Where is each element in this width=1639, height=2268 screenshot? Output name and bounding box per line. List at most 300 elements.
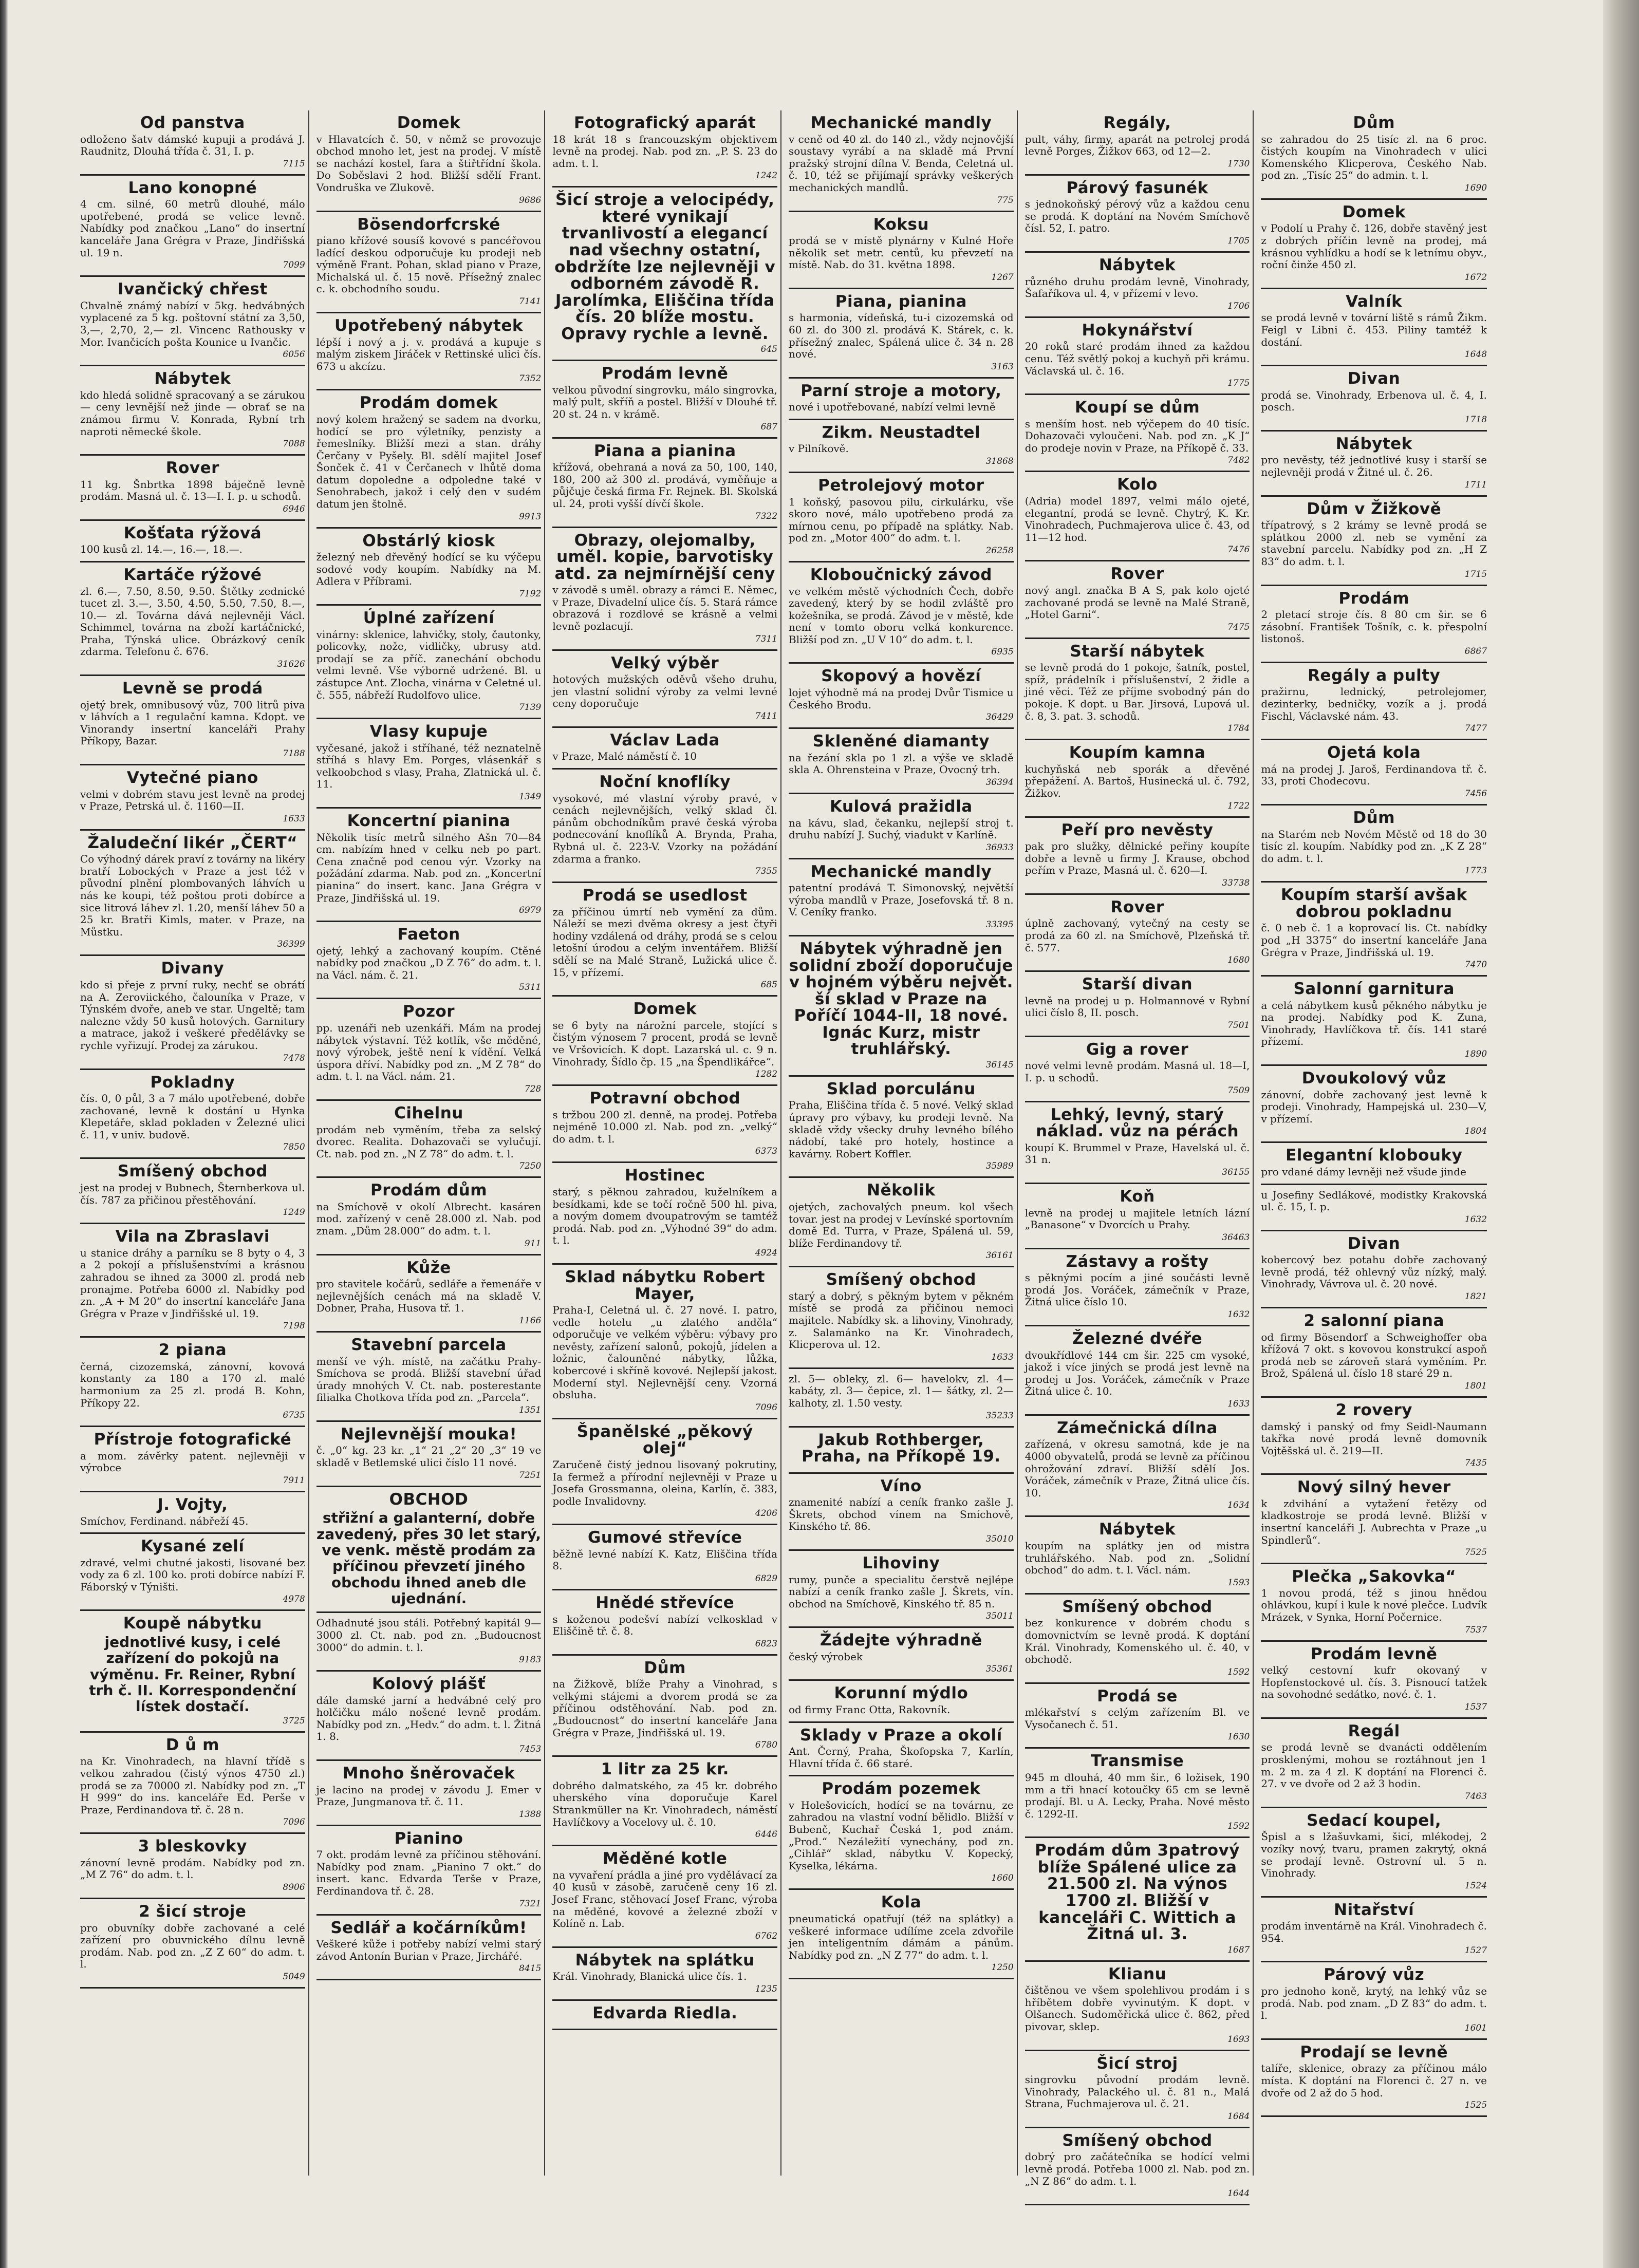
ad-title: Koncertní pianina: [347, 812, 511, 831]
ad-body: pp. uzenáři neb uzenkáři. Mám na prodej nábytek výstavní. Též kotlík, vše měděné, nový výrobek, ještě není k vídění. Velká úspora dříví. Nabídky pod zn. „M Z 78“ do adm. t. l. na Václ. nám. 21.: [316, 1022, 542, 1083]
ad-body: v závodě s uměl. obrazy a rámci E. Němec, v Praze, Divadelní ulice čís. 5. Stará rámce obrazová i rozdlové se krásně a velmi levně pozlacují.: [552, 584, 778, 632]
ad-title: Kola: [881, 1893, 922, 1912]
ad-body: Veškeré kůže i potřeby nabízí velmi starý závod Antonín Burian v Praze, Jirchářé.: [316, 1938, 542, 1962]
ad-title: Prodá se usedlost: [582, 886, 748, 905]
classified-ad: [1025, 740, 1250, 817]
ad-body: v Holešovicích, hodící se na továrnu, ze zahradou na vlastní vodní bělidlo. Bližší v Bubenč, Kuchař Česká 1, pod znám. „Prod.“ Nezáležití vynechány, pod zn. „Cihlář“ sklad, nábytku V. Kopecký, Kyselka, lékárna.: [789, 1798, 1014, 1872]
ad-title: Dům: [1353, 114, 1395, 132]
classified-ad: [1025, 1684, 1250, 1749]
ad-reference-number: 7525: [1464, 1547, 1487, 1558]
ad-title: Nábytek na splátku: [575, 1951, 755, 1970]
ad-body: kuchyňská neb sporák a dřevěné přepážení. A. Bartoš, Husinecká ul. č. 792, Žižkov.: [1025, 762, 1250, 799]
ad-body: č. 0 neb č. 1 a koprovací lis. Ct. nabídky pod „H 3375“ do insertní kanceláře Jana Grégra v Praze, Jindřišská ul. 19.: [1261, 922, 1487, 959]
classified-ad: [1025, 1595, 1250, 1684]
ad-title: Parní stroje a motory,: [800, 381, 1002, 400]
ad-reference-number: 1166: [519, 1315, 542, 1326]
ad-title: J. Vojty,: [157, 1495, 228, 1514]
ad-reference-number: 36161: [985, 1250, 1014, 1261]
ad-title: Edvarda Riedla.: [592, 2003, 738, 2022]
ad-title: Košťata rýžová: [123, 523, 262, 542]
ad-body: dvoukřídlové 144 cm šir. 225 cm vysoké, jakož i více jiných se prodá jest levně na prodej u Jos. Voráček, zámečník v Praze Žitná ulice č. 10.: [1025, 1348, 1250, 1398]
ad-reference-number: 7411: [755, 710, 778, 721]
ad-title: Peří pro nevěsty: [1061, 820, 1214, 839]
ad-title: Koupí se dům: [1074, 398, 1200, 417]
ad-reference-number: 1693: [1227, 2034, 1250, 2045]
ad-reference-number: 7188: [283, 748, 305, 759]
classified-ad: [80, 1733, 305, 1834]
ad-reference-number: 6762: [755, 1930, 778, 1941]
ad-title: Dům: [644, 1658, 686, 1677]
ad-body: velmi v dobrém stavu jest levně na prodej v Praze, Petrská ul. č. 1160—II.: [80, 788, 305, 813]
classified-ad: [1025, 1326, 1250, 1416]
ad-title: Noční knoflíky: [599, 772, 731, 791]
classified-ad: [1025, 1517, 1250, 1594]
ad-body: k zdvihání a vytažení řetězy od kladkostroje se prodá levně. Bližší v insertní kanceláři J. Aubrechta v Praze „u Spindlerů“.: [1261, 1497, 1487, 1546]
ad-body: se prodá levně se dvanácti oddělením prosklenými, mohou se roztáhnout jen 1 m. 2 m. za 4 zl. K doptání na Florenci č. 27. v ve dvoře od 2 až 3 hodin.: [1261, 1741, 1487, 1790]
classified-ad: [1025, 1749, 1250, 1838]
classified-ad: [552, 1265, 777, 1419]
ad-title: Lihoviny: [862, 1554, 940, 1572]
ad-title: Upotřebený nábytek: [334, 316, 523, 335]
ad-reference-number: 1804: [1464, 1126, 1487, 1137]
ad-title: 2 piana: [158, 1341, 227, 1360]
ad-reference-number: 1784: [1227, 723, 1250, 734]
classified-ad: [1261, 1475, 1487, 1564]
ad-reference-number: 1718: [1464, 414, 1487, 425]
column-1: [77, 110, 309, 2176]
ad-body: se zahradou do 25 tisíc zl. na 6 proc. čistých koupím na Vinohradech v ulici Komenského Klicperova, Českého Nab. pod zn. „Tisíc 25“ do admin. t. l.: [1261, 133, 1487, 182]
ad-reference-number: 1524: [1464, 1880, 1487, 1891]
ad-reference-number: 1775: [1227, 378, 1250, 389]
ad-reference-number: 31868: [985, 456, 1014, 467]
ad-reference-number: 8906: [283, 1882, 305, 1893]
ad-reference-number: 4206: [755, 1508, 778, 1519]
ad-title: Prodám pozemek: [822, 1779, 981, 1798]
ad-reference-number: 8415: [519, 1963, 542, 1974]
ad-reference-number: 7911: [283, 1475, 305, 1486]
ad-body: a mom. závěrky patent. nejlevněji v výrobce: [80, 1449, 305, 1474]
ad-body: Král. Vinohrady, Blanická ulice čís. 1.: [552, 1970, 747, 1983]
ad-body: vysokové, mé vlastní výroby pravé, v cenách nejlevnějších, velký sklad čl. pánům obchodníkům pravé česká výroba podnecování knoflíků A. Brynda, Praha, Rybná ul. č. 223-V. Vzorky na požádání zdarma a franko.: [552, 792, 778, 865]
classified-ad: [789, 420, 1014, 473]
ad-title: Nábytek: [1335, 434, 1412, 453]
ad-body: s koženou podešví nabízí velkosklad v Eliščině tř. č. 8.: [552, 1613, 778, 1638]
ad-body: český výrobek: [789, 1650, 863, 1663]
ad-body: mlékařství s celým zařízením Bl. ve Vysočanech č. 51.: [1025, 1706, 1250, 1731]
ad-body: 1 novou prodá, též s jinou hnědou ohlávkou, kupí i kule k nové plečce. Ludvík Mrázek, v Synka, Horní Počernice.: [1261, 1586, 1487, 1623]
ad-title: Smíšený obchod: [117, 1162, 268, 1181]
classified-ad: [1261, 1564, 1487, 1641]
ad-reference-number: 1687: [1227, 1944, 1250, 1955]
classified-ad: [80, 676, 305, 765]
ad-title: Václav Lada: [610, 730, 720, 749]
ad-body: 18 krát 18 s francouzským objektivem levně na prodej. Nab. pod zn. „P. S. 23 do adm. t. l.: [552, 133, 778, 170]
ad-title: Potravní obchod: [589, 1089, 741, 1108]
ad-body: 1 koňský, pasovou pilu, cirkulárku, vše skoro nové, málo upotřebeno prodá za mírnou cenu, po případě na splátky. Nab. pod zn. „Motor 400“ do adm. t. l.: [789, 495, 1014, 545]
classified-ad: [552, 188, 777, 361]
ad-body: dobrý pro začátečníka se hodící velmi levně prodá. Potřeba 1000 zl. Nab. pod zn. „N Z 86“ do adm. t. l.: [1025, 2150, 1250, 2187]
ad-reference-number: 1537: [1464, 1701, 1487, 1712]
classified-ad: [1261, 977, 1487, 1066]
ad-reference-number: 1633: [1227, 1398, 1250, 1409]
ad-body: Špisl a s lžašuvkami, šicí, mlékodej, 2 vozíky nový, tvaru, pramen zakrytý, okná se prodají levně. Ostrovní ul. 5 n. Vinohrady.: [1261, 1830, 1487, 1880]
ad-body: Odhadnuté jsou stáli. Potřebný kapitál 9—3000 zl. Ct. nab. pod zn. „Budoucnost 3000“ do admin. t. l.: [316, 1617, 542, 1654]
ad-title: 2 salonní piana: [1303, 1311, 1444, 1330]
classified-ad: [1261, 432, 1487, 497]
ad-reference-number: 35989: [985, 1161, 1014, 1172]
ad-title: Kulová pražidla: [830, 797, 973, 816]
ad-title: Zikm. Neustadtel: [822, 423, 981, 442]
ad-title: 2 šicí stroje: [139, 1902, 247, 1921]
classified-ad: [1025, 1962, 1250, 2051]
ad-body: patentní prodává T. Simonovský, největší výroba mandlů v Praze, Josefovská tř. 8 n. V. Ceníky franko.: [789, 882, 1014, 919]
ad-body: menší ve výh. místě, na začátku Prahy-Smíchova se prodá. Bližší stavební úřad úrady mnohých V. Ct. nab. posterestante filialka Chotkova třída pod zn. „Parcela“.: [316, 1355, 542, 1404]
ad-body: Smíchov, Ferdinand. nábřeží 45.: [80, 1514, 249, 1527]
ad-body: čís. 0, 0 půl, 3 a 7 málo upotřebené, dobře zachované, levně k dostání u Hynka Klepetáře, sklad pokladen v Železné ulici č. 11, v univ. budově.: [80, 1092, 305, 1141]
ad-reference-number: 1527: [1464, 1945, 1487, 1956]
classified-ad: [1025, 972, 1250, 1037]
classified-ad: [80, 1899, 305, 1989]
ad-title: Piana a pianina: [593, 441, 736, 460]
classified-ad: [80, 1834, 305, 1899]
ad-body: vyčesané, jakož i stříhané, též neznatelně stříhá s hlavy Em. Porges, vlásenkář s velkoobchod s vlasy, Praha, Zlatnická ul. č. 11.: [316, 741, 542, 791]
classified-ad: [1025, 895, 1250, 972]
classified-ad: [80, 1427, 305, 1492]
ad-body: Praha-I, Celetná ul. č. 27 nové. I. patro, vedle hotelu „u zlatého anděla“ odporučuje ve velkém výběru: výbavy pro nevěsty, zařízení salonů, pokojů, jídelen a ložnic, čalouněné nábytky, lůžka, kobercové i skříně kovové. Nejlepší jakost. Moderní styl. Nejlevnější ceny. Vzorná obsluha.: [552, 1304, 778, 1401]
classified-ad: [1025, 110, 1250, 176]
classified-ad: [1025, 639, 1250, 741]
ad-body: bez konkurence v dobrém chodu s domovnictvím se levně prodá. K doptání Král. Vinohrady, Komenského ul. č. 40, v obchodě.: [1025, 1617, 1250, 1666]
ad-body: na Žižkově, blíže Prahy a Vinohrad, s velkými stájemi a dvorem prodá se za příčinou odstěhování. Nab. pod zn. „Budoucnost“ do insertní kanceláře Jana Grégra v Praze, Jindřišská ul. 19.: [552, 1678, 778, 1739]
classified-ad: [80, 956, 305, 1070]
classified-ad: [80, 110, 305, 176]
ad-title: Smíšený obchod: [1062, 2131, 1213, 2150]
ad-body: zl. 5— obleky, zl. 6— havelokv, zl. 4— kabáty, zl. 3— čepice, zl. 1— šátky, zl. 2— kalhoty, zl. 1.50 vesty.: [789, 1372, 1014, 1409]
ad-reference-number: 7475: [1227, 622, 1250, 632]
ad-reference-number: 1730: [1227, 158, 1250, 169]
ad-title: Šicí stroj: [1096, 2054, 1178, 2073]
ad-reference-number: 7453: [519, 1744, 542, 1755]
ad-body: čištěnou ve všem spolehlivou prodám i s hříbětem dobře vyvinutým. K dopt. v Olšanech. Sudoměřická ulice č. 862, před pivovar, sklep.: [1025, 1984, 1250, 2033]
ad-reference-number: 6946: [283, 503, 305, 514]
classified-ad: [80, 765, 305, 831]
ad-title: Transmise: [1090, 1752, 1184, 1771]
ad-reference-number: 7463: [1464, 1791, 1487, 1802]
ad-body: v Hlavatcích č. 50, v němž se provozuje obchod mnoho let, jest na prodej. V místě se nachází kostel, fara a štiřtřídní škola. Do Soběslavi 2 hod. Bližší sdělí Frant. Vondruška ve Zlukově.: [316, 133, 542, 194]
ad-reference-number: 6823: [755, 1638, 778, 1649]
ad-body: nový angl. značka B A S, pak kolo ojeté zachované prodá se levně na Malé Straně, „Hotel Garni“.: [1025, 584, 1250, 621]
ad-title: Domek: [1342, 202, 1406, 221]
classified-ad: [1261, 497, 1487, 586]
classified-ad: [316, 606, 542, 719]
ad-reference-number: 1715: [1464, 569, 1487, 579]
ad-body: v Pilníkově.: [789, 442, 849, 455]
ad-title: Rover: [1110, 897, 1164, 916]
ad-title: Prodá se: [1097, 1686, 1178, 1705]
classified-ad: [1261, 2040, 1487, 2117]
ad-title: Jakub Rothberger, Praha, na Příkopě 19.: [802, 1430, 1001, 1466]
classified-ad: [316, 529, 542, 606]
ad-title: Přístroje fotografické: [94, 1430, 292, 1449]
ad-title: Nový silný hever: [1297, 1478, 1451, 1497]
classified-ad: [80, 1492, 305, 1534]
classified-ad: [552, 1086, 777, 1163]
ad-body: nový kolem hražený se sadem na dvorku, hodící se pro výletníky, penzisty a řemeslníky. Bližší mezi a stan. dráhy Čerčany v Pyšely. Bl. sdělí majitel Josef Šonček č. 41 v Čerčanech v lhůtě doma datum dopoledne a odpoledne také v Senohrabech, jakož i celý den v sudém datum jen štolně.: [316, 413, 542, 511]
ad-body: u Josefiny Sedlákové, modistky Krakovská ul. č. 15, I. p.: [1261, 1188, 1487, 1213]
ad-body: od firmy Franc Otta, Rakovník.: [789, 1703, 951, 1716]
ad-title: Sedací koupel,: [1307, 1811, 1442, 1830]
classified-ad: [789, 563, 1014, 664]
ad-body: na Starém neb Novém Městě od 18 do 30 tisíc zl. koupím. Nabídky pod zn. „K Z 28“ do adm. t. l.: [1261, 828, 1487, 865]
ad-reference-number: 1601: [1464, 2022, 1487, 2033]
classified-ad: [1025, 1416, 1250, 1517]
ad-reference-number: 6056: [283, 349, 305, 360]
ad-body: Ant. Černý, Praha, Škofopska 7, Karlín, Hlavní třída č. 66 staré.: [789, 1745, 1014, 1770]
ad-title: Pozor: [402, 1002, 455, 1021]
ad-reference-number: 26258: [985, 545, 1014, 556]
ad-reference-number: 9686: [519, 195, 542, 205]
ad-reference-number: 7115: [283, 158, 305, 169]
ad-body: nové i upotřebované, nabízí velmi levně: [789, 401, 996, 414]
ad-title: Prodám dům 3patrový blíže Spálené ulice za 21.500 zl. Na výnos 1700 zl. Bližší v kanceláři C. Wittich a Žitná ul. 3.: [1035, 1841, 1240, 1944]
ad-title: 3 bleskovky: [138, 1837, 247, 1856]
ad-body: pak pro služky, dělnické peřiny koupíte dobře a levně u firmy J. Krause, obchod peřím v Praze, Masná ul. č. 620—I.: [1025, 840, 1250, 877]
ad-reference-number: 9183: [519, 1655, 542, 1665]
ad-body: piano křížové sousíš kovové s pancéřovou ladící deskou odporučuje ku prodeji neb výměně Frant. Pohan, sklad piano v Praze, Michalská ul. č. 15 nově. Přísežný znalec c. k. obchodního soudu.: [316, 234, 542, 295]
ad-body: dobrého dalmatského, za 45 kr. dobrého uherského vína doporučuje Karel Strankmüller na Kr. Vinohradech, náměstí Havlíčkovy a Vocelovy ul. č. 10.: [552, 1779, 778, 1828]
newspaper-classifieds-page: [77, 110, 1490, 2199]
ad-title: Prodám levně: [1310, 1644, 1438, 1663]
ad-body: zánovní levně prodám. Nabídky pod zn. „M Z 76“ do adm. t. l.: [80, 1856, 305, 1881]
classified-ad: [1261, 110, 1487, 200]
ad-title: Prodám dům: [370, 1181, 488, 1200]
ad-title: Rover: [165, 459, 219, 478]
ad-body: od firmy Bösendorf a Schweighoffer oba křížová 7 okt. s kovovou konstrukcí aspoň prodá neb se zároveň stará vyměním. Pr. Brož, Spálená ul. číslo 18 staré 29 n.: [1261, 1330, 1487, 1380]
classified-ad: [1261, 805, 1487, 883]
ad-reference-number: 1634: [1227, 1500, 1250, 1511]
classified-ad: [80, 366, 305, 456]
ad-reference-number: 1592: [1227, 1666, 1250, 1677]
ad-reference-number: 1633: [991, 1352, 1014, 1362]
ad-reference-number: 4978: [283, 1594, 305, 1605]
classified-ad: [552, 1948, 777, 2001]
ad-body: zdravé, velmi chutné jakosti, lisované bez vody za 6 zl. 100 ko. proti dobírce nabízí F. Fáborský v Týništi.: [80, 1556, 305, 1593]
ad-body: je lacino na prodej v závodu J. Emer v Praze, Jungmanova tř. č. 11.: [316, 1783, 542, 1808]
ad-title: Gig a rover: [1086, 1040, 1189, 1059]
ad-title: Rover: [1110, 565, 1164, 584]
ad-body: má na prodej J. Jaroš, Ferdinandova tř. č. 33, proti Chodecovu.: [1261, 762, 1487, 788]
ad-reference-number: 7477: [1464, 723, 1487, 734]
ad-body: pro nevěsty, též jednotlivé kusy i starší se nejlevněji prodá v Žitné ul. č. 26.: [1261, 454, 1487, 479]
ad-title: Smíšený obchod: [826, 1270, 976, 1289]
ad-body: kdo si přeje z první ruky, nechť se obrátí na A. Zeroviického, čalouníka v Praze, v Týnském dvoře, aneb ve star. Ungeltě; tam nalezne vždy 50 kusů hotových. Garnitury a matrace, jakož i veškeré předělávky se rychle vyřizují. Prodej za zárukou.: [80, 978, 305, 1052]
ad-body: 945 m dlouhá, 40 mm šir., 6 ložisek, 190 mm a tři hnací kotoučky 65 cm se levně prodají. Bl. u A. Lecky, Praha. Nové město č. 1292-II.: [1025, 1771, 1250, 1820]
ad-title: Prodám levně: [601, 364, 729, 383]
ad-body: a celá nábytkem kusů pěkného nábytku je na prodej. Nabídky pod K. Zuna, Vinohrady, Havlíčkova tř. čís. 141 staré přízemí.: [1261, 999, 1487, 1048]
classified-ad: [1025, 1249, 1250, 1326]
classified-ad: [1261, 586, 1487, 663]
classified-ad: [552, 1163, 777, 1265]
ad-reference-number: 1680: [1227, 955, 1250, 966]
ad-title: Koupím starší avšak dobrou pokladnu: [1280, 886, 1467, 921]
ad-body: u stanice dráhy a parníku se 8 byty o 4, 3 a 2 pokojí a příslušenstvími a krásnou zahradou se ihned za 3000 zl. prodá neb pronajme. Potřeba 6000 zl. Nabídky pod zn. „A + M 20“ do insertní kanceláře Jana Grégra v Praze v Jindřišské ul. 19.: [80, 1246, 305, 1320]
classified-ad: [316, 1333, 542, 1422]
classified-ad: [552, 361, 777, 438]
ad-reference-number: 7088: [283, 439, 305, 449]
ad-title: 1 litr za 25 kr.: [601, 1760, 729, 1779]
ad-title: Dům v Žižkově: [1307, 499, 1442, 518]
ad-title: Salonní garnitura: [1293, 980, 1455, 999]
classified-ad: [316, 1101, 542, 1178]
ad-title: Nábytek: [154, 369, 231, 388]
ad-body: střižní a galanterní, dobře zavedený, přes 30 let starý, ve venk. městě prodám za příčinou převzetí jiného obchodu ihned aneb dle ujednání.: [316, 1509, 542, 1607]
ad-body: prodá se v místě plynárny v Kulné Hoře několik set metr. centů, ku převzetí na místě. Nab. do 31. května 1898.: [789, 234, 1014, 271]
ad-reference-number: 1722: [1227, 800, 1250, 811]
ad-title: D ů m: [165, 1735, 219, 1754]
ad-reference-number: 7311: [755, 633, 778, 644]
ad-title: Ojetá kola: [1327, 743, 1421, 762]
ad-title: Velký výběr: [611, 653, 719, 672]
ad-title: Lano konopné: [128, 178, 257, 197]
ad-body: znamenité nabízí a ceník franko zašle J. Škrets, obchod vínem na Smíchově, Kinského tř. 86.: [789, 1496, 1014, 1533]
ad-title: Divan: [1348, 1234, 1401, 1253]
classified-ad: [1025, 2051, 1250, 2128]
classified-ad: [1025, 818, 1250, 895]
classified-ad: [789, 110, 1014, 212]
ad-body: (Adria) model 1897, velmi málo ojeté, elegantní, prodá se levně. Chytrý, K. Kr. Vinohradech, Puchmajerova ulice č. 43, od 11—12 hod.: [1025, 495, 1250, 543]
ad-reference-number: 728: [524, 1083, 542, 1094]
ad-body: na řezání skla po 1 zl. a výše ve skladě skla A. Ohrensteina v Praze, Ovocný trh.: [789, 751, 1014, 776]
ad-reference-number: 31626: [277, 659, 305, 670]
ad-body: 4 cm. silné, 60 metrů dlouhé, málo upotřebené, prodá se velice levně. Nabídky pod značkou „Lano“ do insertní kanceláře Jana Grégra v Praze, Jindřišská ul. 19 n.: [80, 198, 305, 259]
ad-reference-number: 1592: [1227, 1821, 1250, 1832]
classified-ad: [789, 1723, 1014, 1777]
ad-title: Zástavy a rošty: [1066, 1252, 1209, 1271]
classified-ad: [789, 1890, 1014, 1979]
ad-title: Nábytek výhradně jen solidní zboží doporučuje v hojném výběru největ. ší sklad v Praze na Poříčí 1044-II, 18 nové. Ignác Kurz, mistr truhlářský.: [789, 940, 1013, 1059]
ad-title: Nitařství: [1334, 1900, 1414, 1919]
classified-ad: [80, 563, 305, 676]
ad-reference-number: 36429: [985, 712, 1014, 723]
ad-body: pro vdané dámy levněji než všude jinde: [1261, 1165, 1466, 1178]
ad-reference-number: 7501: [1227, 1020, 1250, 1030]
ad-title: Sklady v Praze a okolí: [799, 1726, 1002, 1745]
classified-ad: [1261, 1398, 1487, 1475]
ad-body: č. „0“ kg. 23 kr. „1“ 21 „2“ 20 „3“ 19 ve skladě v Betlemské ulici číslo 11 nové.: [316, 1444, 542, 1469]
ad-body: s tržbou 200 zl. denně, na prodej. Potřeba nejméně 10.000 zl. Nab. pod zn. „velký“ do adm. t. l.: [552, 1108, 778, 1145]
ad-body: v Praze, Malé náměstí č. 10: [552, 750, 697, 763]
ad-reference-number: 6780: [755, 1740, 778, 1751]
ad-body: rumy, punče a specialitu čerstvě nejlépe nabízí a ceník franko zašle J. Škrets, vín. obchod na Smíchově, Kinského tř. 85 n.: [789, 1573, 1014, 1610]
ad-title: Párový fasunék: [1066, 178, 1208, 197]
ad-reference-number: 6829: [755, 1573, 778, 1584]
ad-title: Regál: [1348, 1721, 1400, 1740]
ad-body: se prodá levně v tovární liště s rámů Žikm. Feigl v Libni č. 453. Piliny tamtéž k dostání.: [1261, 311, 1487, 348]
ad-title: Domek: [633, 1000, 697, 1019]
ad-body: třípatrový, s 2 krámy se levně prodá se splátkou 2000 zl. neb se vymění za stavební parcelu. Nabídky pod zn. „H Z 83“ do adm. t. l.: [1261, 519, 1487, 568]
ad-title: Mechanické mandly: [810, 862, 992, 881]
ad-body: pro stavitele kočárů, sedláře a řemenáře v nejlevnějších cenách má na skladě V. Dobner, Praha, Husova tř. 1.: [316, 1278, 542, 1315]
ad-title: Pokladny: [150, 1073, 235, 1092]
ad-body: na kávu, slad, čekanku, nejlepší stroj t. druhu nabízí J. Suchý, viadukt v Karlíně.: [789, 816, 1014, 841]
ad-reference-number: 1633: [283, 813, 305, 824]
ad-reference-number: 1250: [991, 1962, 1014, 1973]
classified-ad: [1261, 1185, 1487, 1231]
ad-title: Od panstva: [140, 114, 245, 132]
ad-body: ojetých, zachovalých pneum. kol všech tovar. jest na prodej v Levínské sportovním domě Ed. Turra, v Praze, Spálená ul. 59, blíže Ferdinandovy tř.: [789, 1200, 1014, 1249]
ad-title: Bösendorfcrské: [357, 215, 500, 234]
ad-reference-number: 6867: [1464, 646, 1487, 657]
ad-reference-number: 911: [524, 1238, 542, 1249]
classified-ad: [552, 110, 777, 188]
ad-reference-number: 7198: [283, 1321, 305, 1332]
ad-title: Nejlevnější mouka!: [340, 1424, 517, 1444]
ad-body: starý, s pěknou zahradou, kuželníkem a besídkami, kde se točí ročně 500 hl. piva, a novým domem dvoupatrovým se tamtéž prodá. Nab. pod zn. „Výhodné 39“ do adm. t. l.: [552, 1186, 778, 1247]
ad-reference-number: 7537: [1464, 1624, 1487, 1635]
ad-reference-number: 685: [760, 980, 778, 990]
ad-title: Starší divan: [1082, 975, 1193, 994]
ad-title: Kysané zelí: [141, 1537, 245, 1556]
ad-reference-number: 7322: [755, 511, 778, 521]
classified-ad: [80, 521, 305, 563]
ad-body: za příčinou úmrtí neb vymění za dům. Náleží se mezi dvěma okresy a jest čtyři hodiny vzdálená od dráhy, prodá se s celou letošní úrodou a celým inventářem. Bližší sdělí se na Malé Straně, Lužická ulice č. 15, v přízemí.: [552, 905, 778, 979]
ad-body: dále damské jarní a hedvábné celý pro holčičku málo nošené levně prodám. Nabídky pod zn. „Hedv.“ do adm. t. l. Žitná 1. 8.: [316, 1694, 542, 1743]
ad-title: Regály,: [1103, 114, 1171, 132]
ad-reference-number: 1235: [755, 1983, 778, 1994]
ad-body: Několik tisíc metrů silného Ašn 70—84 cm. nabízím hned v celku neb po part. Cena značně pod cenou výr. Vzorky na požádání zdarma. Nab. pod zn. „Koncertní pianina“ do insert. kanc. Jana Grégra v Praze, Jindřišská ul. 19.: [316, 831, 542, 904]
classified-ad: [1261, 1642, 1487, 1719]
ad-body: koupí K. Brummel v Praze, Havelská ul. č. 31 n.: [1025, 1141, 1250, 1166]
ad-reference-number: 6373: [755, 1146, 778, 1157]
ad-reference-number: 7456: [1464, 788, 1487, 799]
ad-title: Koupě nábytku: [123, 1614, 262, 1633]
ad-title: Hostinec: [624, 1166, 705, 1185]
classified-ad: [316, 1422, 542, 1487]
ad-title: Mechanické mandly: [810, 114, 992, 132]
ad-body: lojet výhodně má na prodej Dvůr Tismice u Českého Brodu.: [789, 686, 1014, 711]
classified-ad: [1025, 2128, 1250, 2205]
ad-body: talíře, sklenice, obrazy za příčinou málo místa. K doptání na Florenci č. 27 n. ve dvoře od 2 až do 5 hod.: [1261, 2062, 1487, 2099]
ad-title: Levně se prodá: [122, 679, 263, 698]
ad-reference-number: 7321: [519, 1898, 542, 1909]
classified-ad: [1025, 472, 1250, 561]
ad-reference-number: 1632: [1464, 1214, 1487, 1225]
ad-reference-number: 1249: [283, 1207, 305, 1218]
ad-title: Divany: [161, 959, 225, 978]
ad-reference-number: 1890: [1464, 1049, 1487, 1060]
classified-ad: [789, 1474, 1014, 1551]
ad-body: lépší i nový a j. v. prodává a kupuje s malým ziskem Jiráček v Rettinské ulici čís. 673 u akcízu.: [316, 335, 542, 372]
ad-reference-number: 1525: [1464, 2100, 1487, 2111]
ad-title: Elegantní klobouky: [1286, 1146, 1463, 1165]
classified-ad: [552, 528, 777, 651]
ad-body: levně na prodej u majitele letních lázní „Banasone“ v Dvorcích u Prahy.: [1025, 1206, 1250, 1231]
ad-body: 7 okt. prodám levně za příčinou stěhování. Nabídky pod znam. „Pianino 7 okt.“ do insert. kanc. Edvarda Terše v Praze, Ferdinandova tř. č. 28.: [316, 1848, 542, 1898]
ad-reference-number: 1821: [1464, 1291, 1487, 1302]
ad-reference-number: 1242: [755, 171, 778, 181]
ad-title: Gumové střevíce: [587, 1528, 742, 1547]
classified-ad: [552, 439, 777, 528]
ad-reference-number: 7251: [519, 1470, 542, 1480]
ad-reference-number: 7850: [283, 1142, 305, 1153]
ad-title: Korunní mýdlo: [834, 1684, 968, 1703]
ad-body: s menším host. neb výčepem do 40 tisíc. Dohazovači vyloučeni. Nab. pod zn. „K J“ do prodeje novin v Praze, na Příkopě č. 33.: [1025, 417, 1250, 454]
ad-body: ve velkém městě východních Čech, dobře zavedený, který by se hodil zvláště pro kožešníka, se prodá. Závod je v městě, kde není v tomto oboru velká konkurence. Bližší pod zn. „U V 10“ do adm. t. l.: [789, 585, 1014, 646]
page-edge-left: [0, 0, 8, 2268]
ad-body: s jednokoňský pérový vůz a každou cenu se prodá. K doptání na Novém Smíchově čísl. 52, I. patro.: [1025, 198, 1250, 235]
ad-title: Fotografický aparát: [573, 114, 756, 132]
ad-title: Pianino: [394, 1829, 463, 1848]
